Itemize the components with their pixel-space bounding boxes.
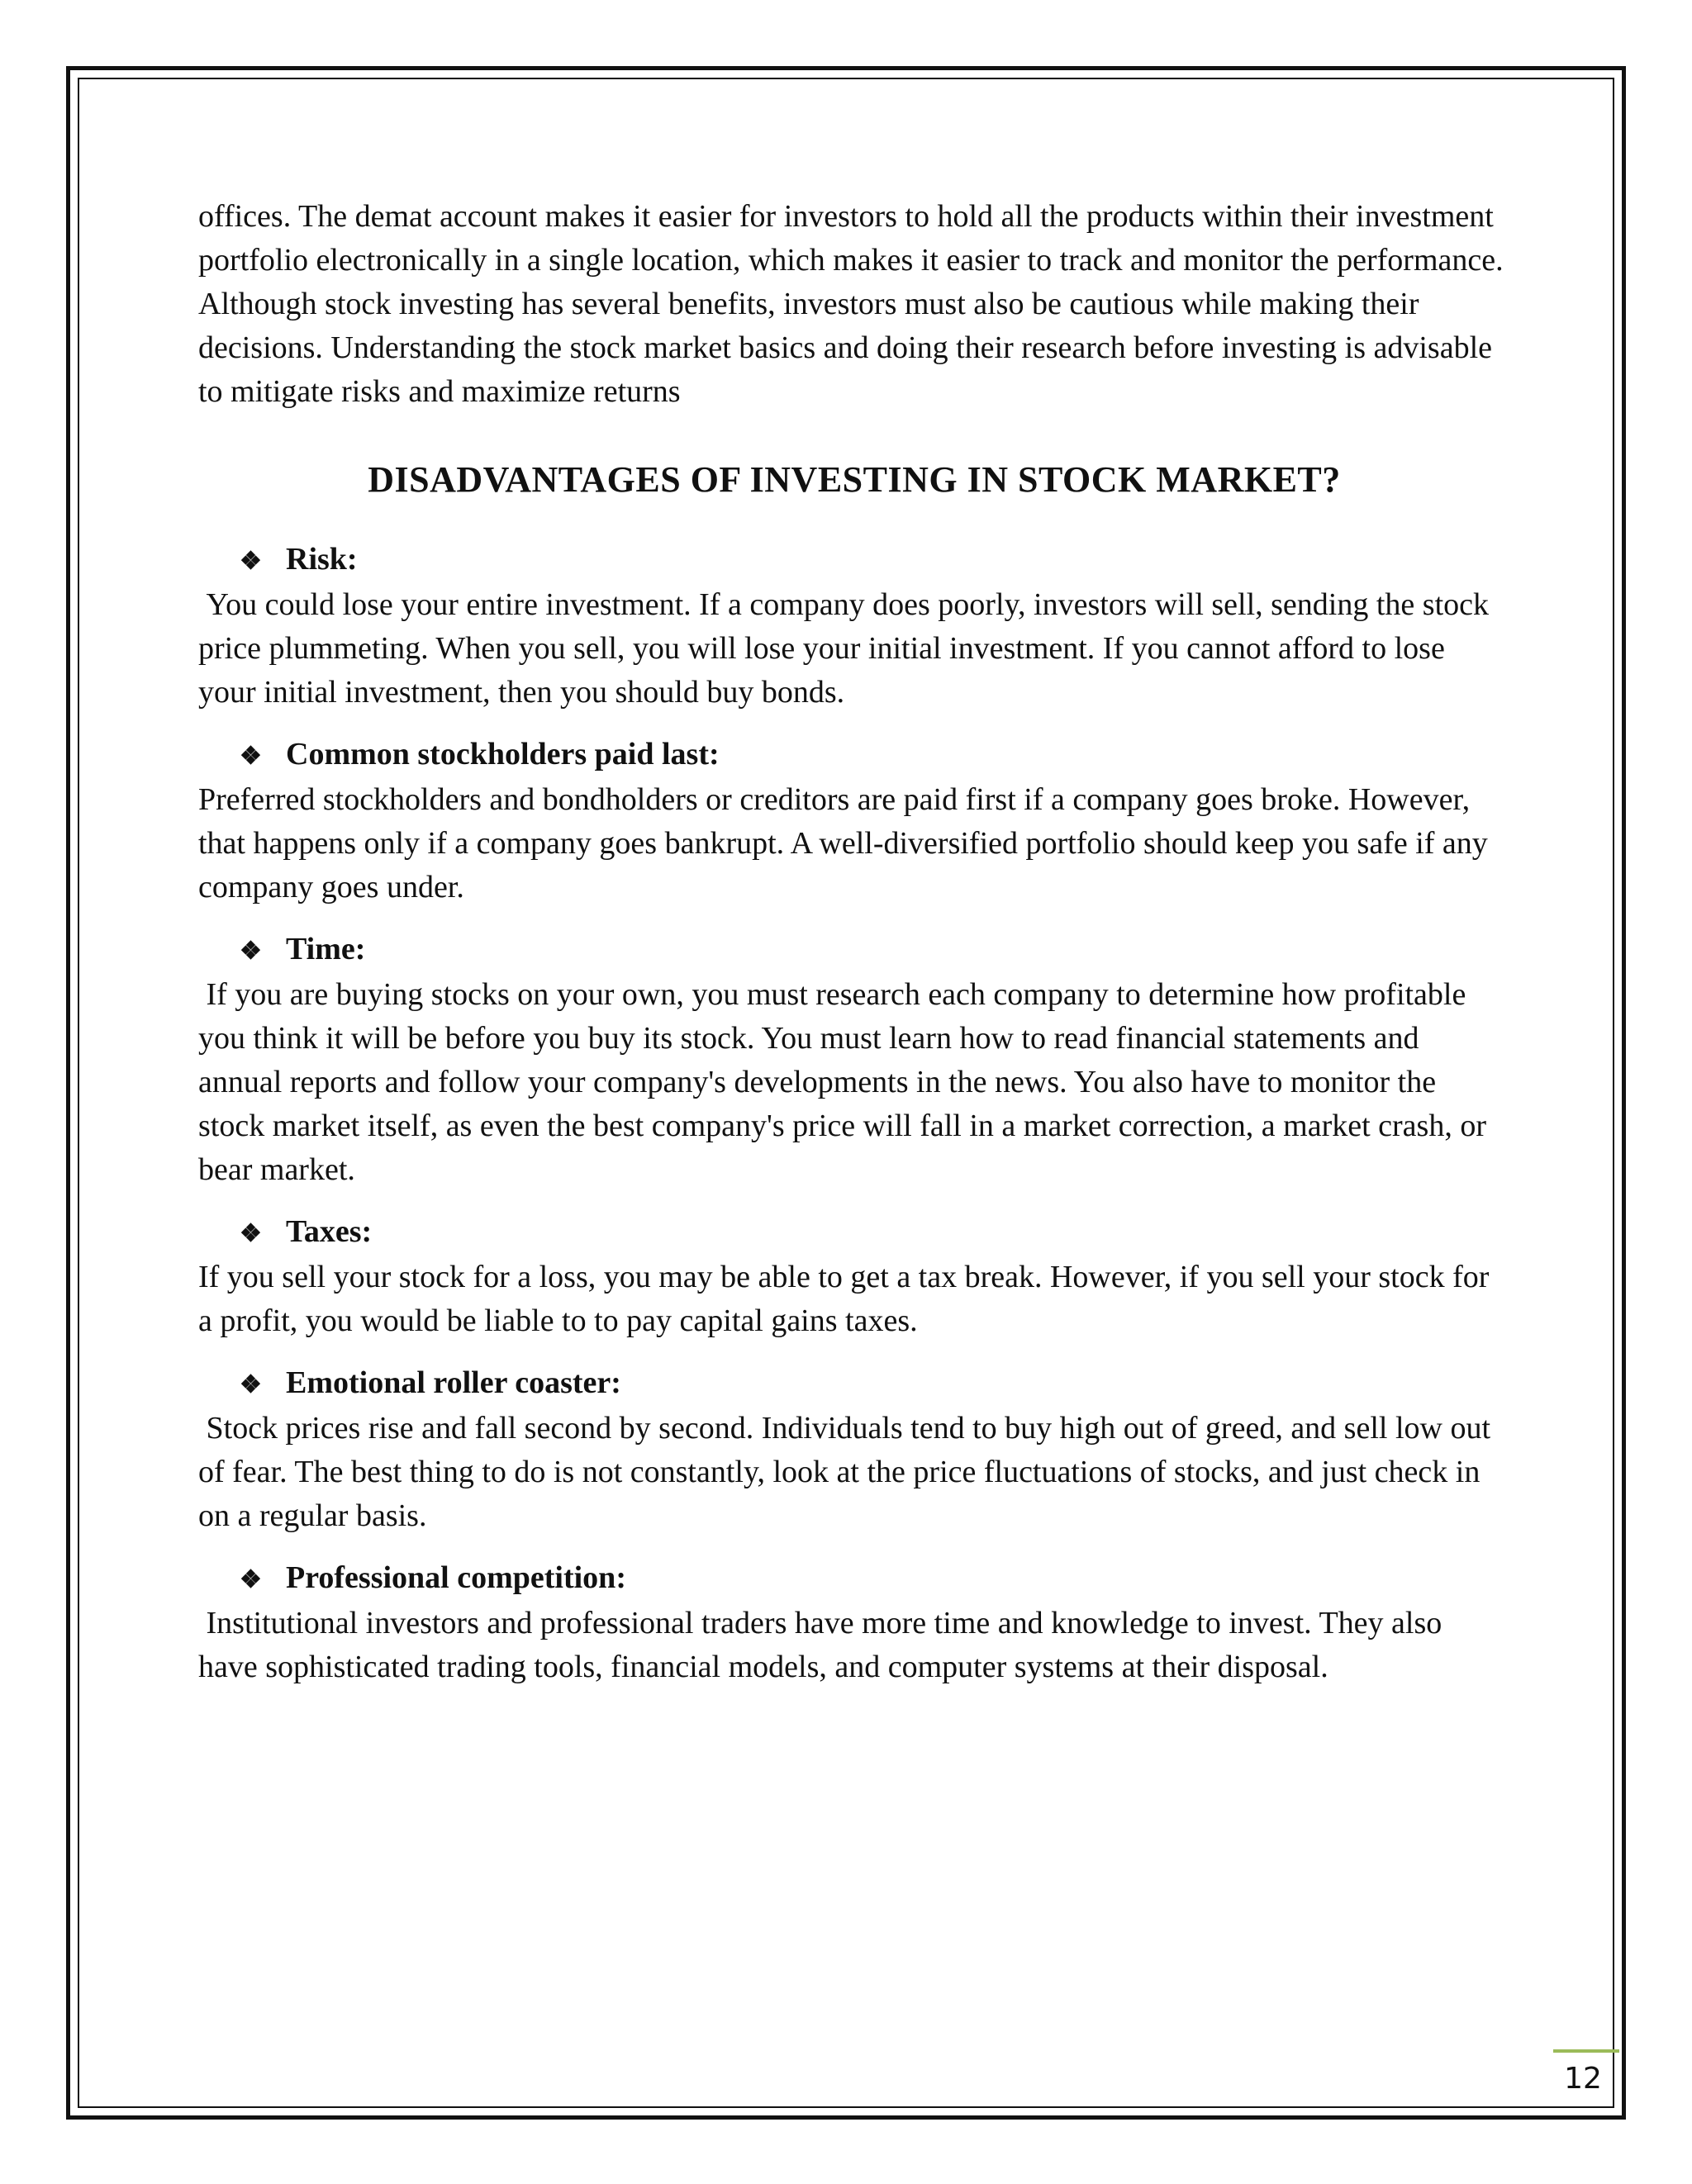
disadvantage-title: Time: xyxy=(286,932,366,966)
diamond-bullet-icon: ❖ xyxy=(240,548,262,575)
disadvantage-title: Emotional roller coaster: xyxy=(286,1365,621,1400)
diamond-bullet-icon: ❖ xyxy=(240,1371,262,1398)
disadvantage-professional-competition xyxy=(198,1556,1504,1689)
page-number-accent xyxy=(1553,2049,1619,2053)
document-body xyxy=(198,195,1504,1707)
disadvantage-body: If you are buying stocks on your own, you must research each company to determine how profitable you think it will be before you buy its stock. You must learn how to read financial statements and annual reports and follow your company's developments in the news. You also have to monitor the stock market itself, as even the best company's price will fall in a market correction, a market crash, or bear market. xyxy=(198,977,1486,1187)
disadvantage-title: Professional competition: xyxy=(286,1560,626,1595)
disadvantage-time xyxy=(198,928,1504,1192)
disadvantage-title: Taxes: xyxy=(286,1214,373,1249)
disadvantage-body: Institutional investors and professional traders have more time and knowledge to invest. They also have sophisticated trading tools, financial models, and computer systems at their disposal. xyxy=(198,1606,1442,1684)
diamond-bullet-icon: ❖ xyxy=(240,1566,262,1593)
disadvantage-body: Preferred stockholders and bondholders or creditors are paid first if a company goes broke. However, that happens only if a company goes bankrupt. A well-diversified portfolio should keep you safe if any company goes under. xyxy=(198,782,1488,904)
disadvantage-title: Risk: xyxy=(286,542,358,577)
page-number: 12 xyxy=(1553,2053,1614,2105)
disadvantage-risk xyxy=(198,538,1504,715)
section-heading: DISADVANTAGES OF INVESTING IN STOCK MARKET? xyxy=(368,459,1341,500)
disadvantage-body: You could lose your entire investment. If a company does poorly, investors will sell, sending the stock price plummeting. When you sell, you will lose your initial investment. If you cannot afford to lose your initial investment, then you should buy bonds. xyxy=(198,587,1489,710)
intro-paragraph-2: Although stock investing has several benefits, investors must also be cautious while making their decisions. Understanding the stock market basics and doing their research before investing is advisable to mitigate risks and maximize returns xyxy=(198,287,1492,409)
diamond-bullet-icon: ❖ xyxy=(240,938,262,965)
intro-paragraph-1: offices. The demat account makes it easier for investors to hold all the products within their investment portfolio electronically in a single location, which makes it easier to track and monitor the performance. xyxy=(198,199,1504,278)
disadvantage-common-stockholders xyxy=(198,733,1504,909)
disadvantage-title: Common stockholders paid last: xyxy=(286,737,720,772)
disadvantage-body: If you sell your stock for a loss, you may be able to get a tax break. However, if you sell your stock for a profit, you would be liable to to pay capital gains taxes. xyxy=(198,1260,1490,1338)
diamond-bullet-icon: ❖ xyxy=(240,1220,262,1247)
disadvantage-emotional xyxy=(198,1361,1504,1538)
disadvantage-body: Stock prices rise and fall second by second. Individuals tend to buy high out of greed, and sell low out of fear. The best thing to do is not constantly, look at the price fluctuations of stocks, and just check in on a regular basis. xyxy=(198,1411,1491,1533)
disadvantage-taxes xyxy=(198,1210,1504,1343)
diamond-bullet-icon: ❖ xyxy=(240,743,262,770)
